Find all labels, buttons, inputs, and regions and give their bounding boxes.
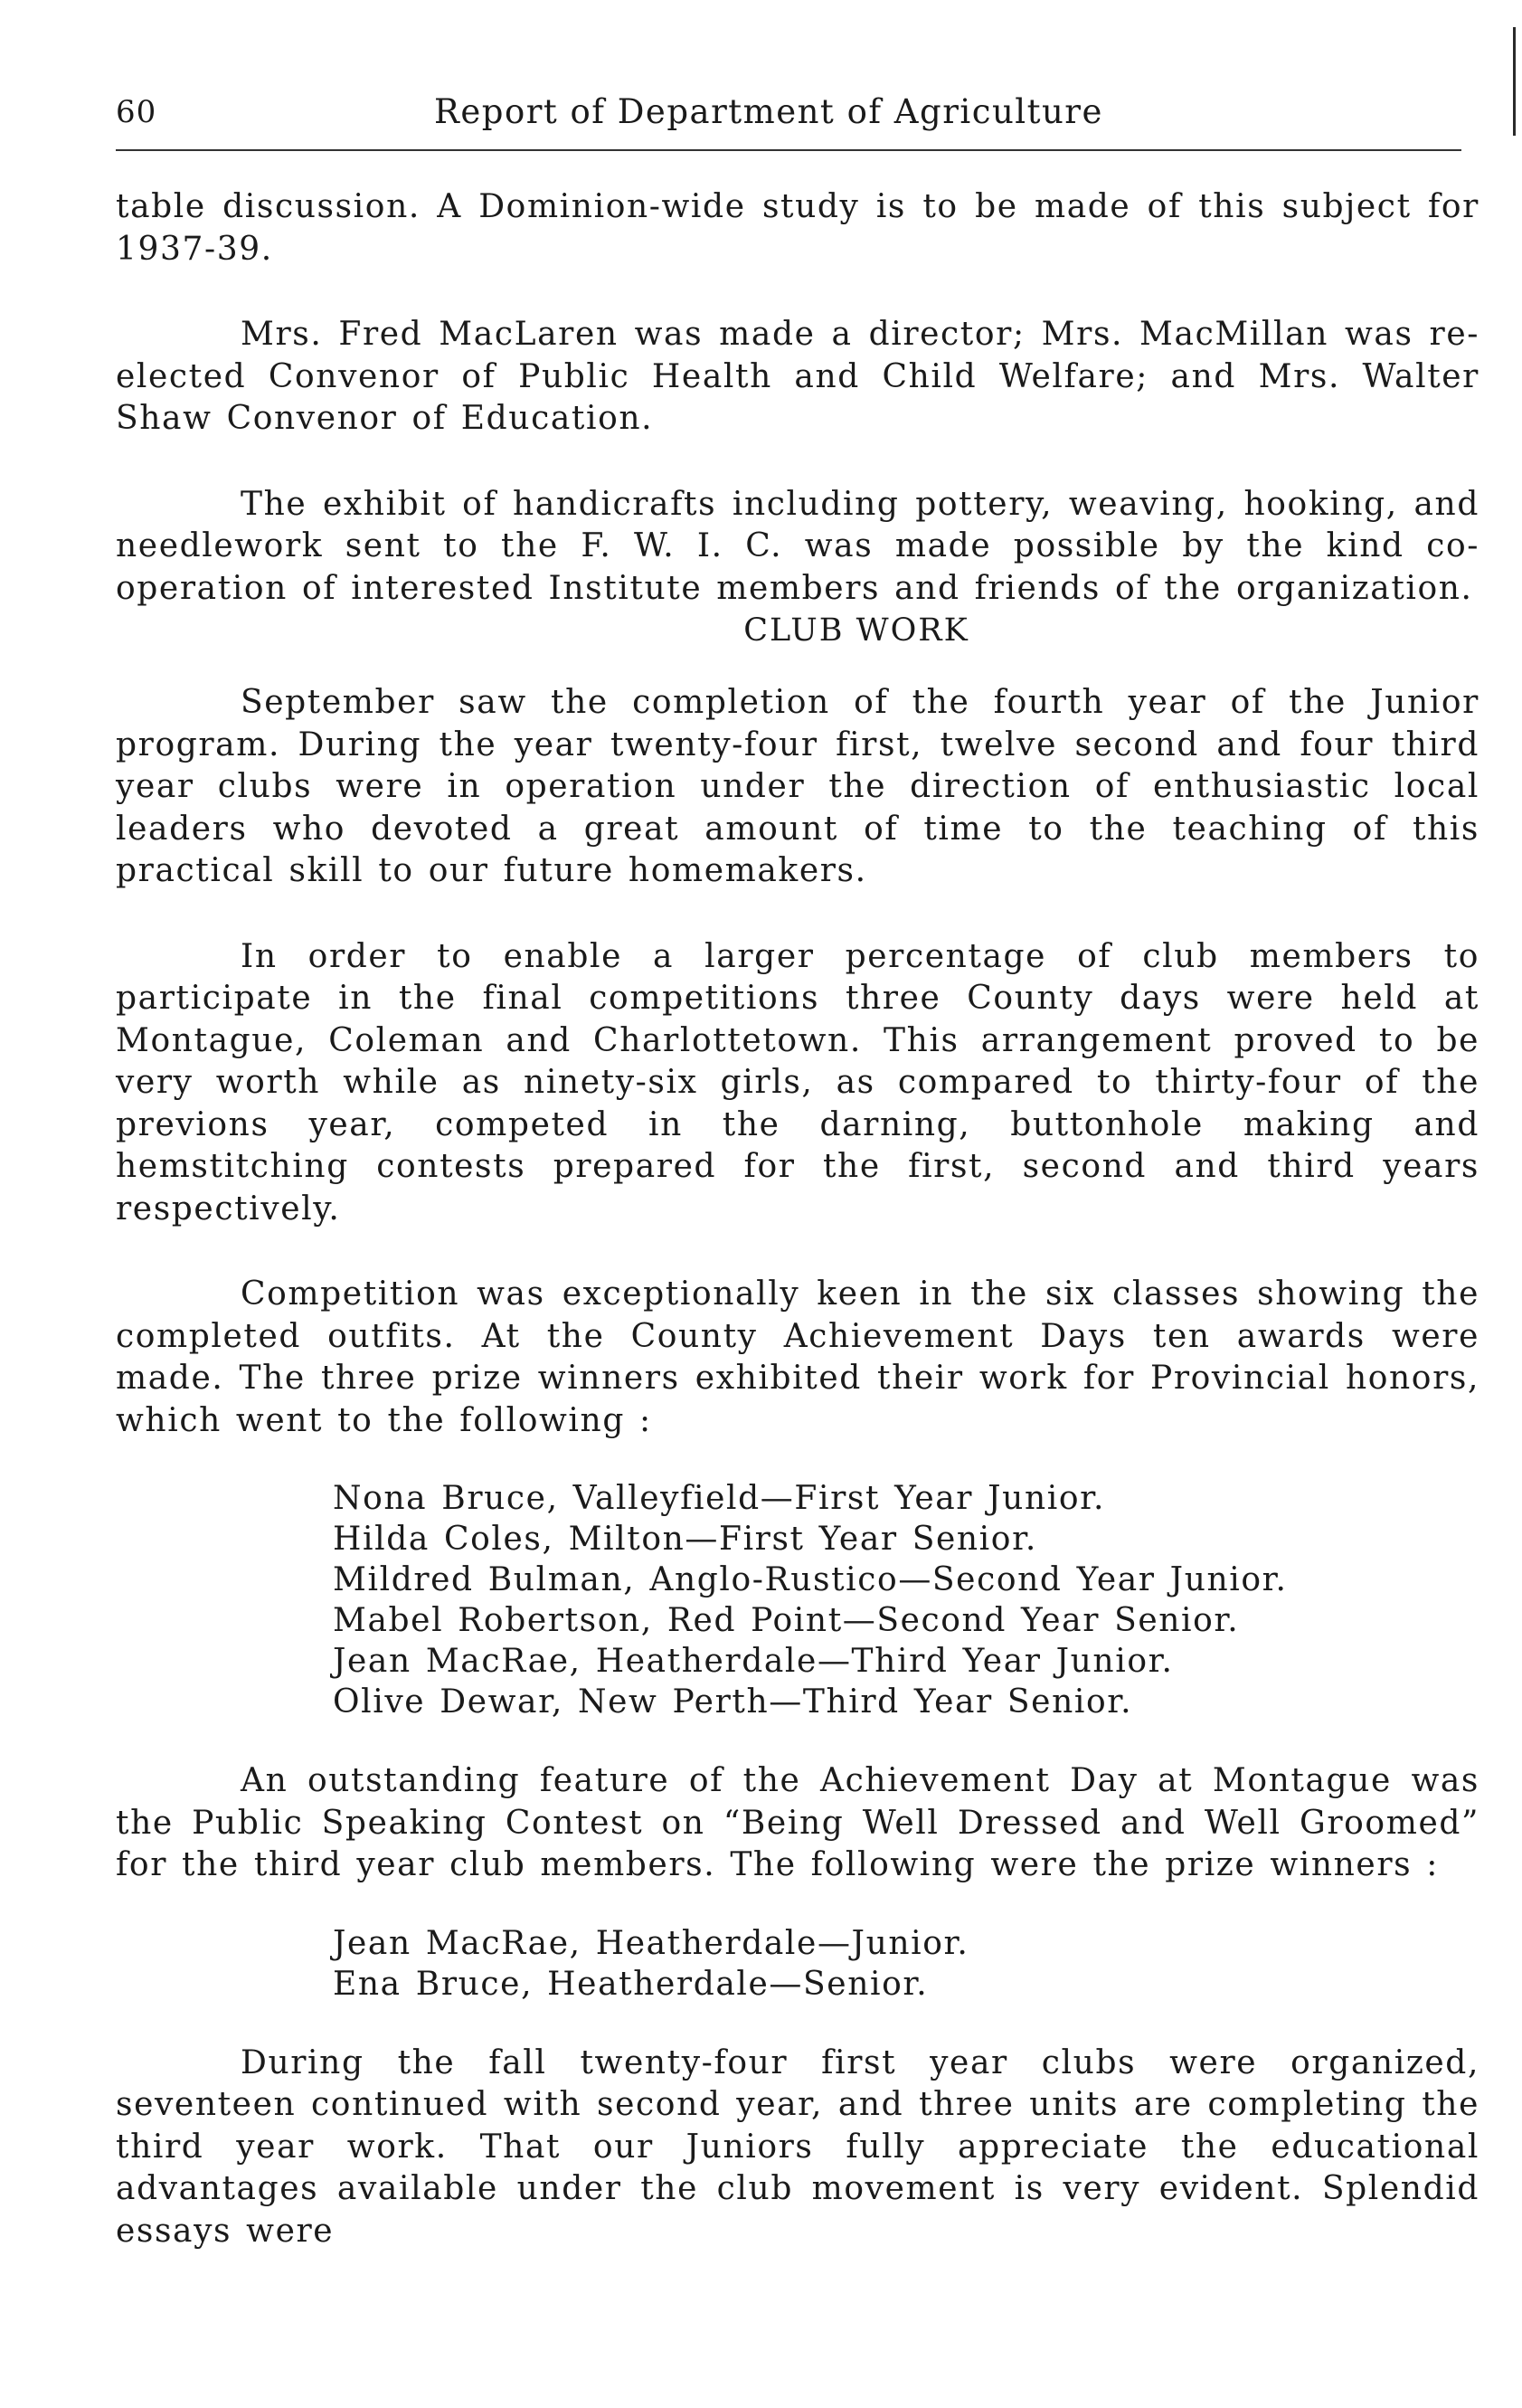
- paragraph-fall-clubs: During the fall twenty-four first year clubs were organized, seventeen continued with second year, and three units are completing the third year work. That our Juniors fully appreciate the educational advantages available under the club movement is very evident. Splendid essays were: [116, 2043, 1479, 2250]
- paragraph-table-discussion: table discussion. A Dominion-wide study is to be made of this subject for 1937-39.: [116, 188, 1479, 268]
- list-item: Ena Bruce, Heatherdale—Senior.: [333, 1965, 929, 2003]
- paragraph-handicrafts-exhibit: The exhibit of handicrafts including pottery, weaving, hooking, and needlework sent to the F. W. I. C. was made possible by the kind co-operation of interested Institute members and friends of the organization.: [116, 485, 1479, 607]
- list-item: Jean MacRae, Heatherdale—Third Year Junior.: [333, 1643, 1174, 1680]
- header-rule: [116, 149, 1461, 151]
- paragraph-junior-program: September saw the completion of the fourth year of the Junior program. During the year twenty-four first, twelve second and four third year clubs were in operation under the direction of enthusiastic local leaders who devoted a great amount of time to the teaching of this practical skill to our future homemakers.: [116, 684, 1479, 889]
- list-item: Nona Bruce, Valleyfield—First Year Junior.: [333, 1480, 1106, 1517]
- paragraph-public-speaking: An outstanding feature of the Achievement Day at Montague was the Public Speaking Contest on “Being Well Dressed and Well Groomed” for the third year club members. The following were the prize winners :: [116, 1762, 1479, 1883]
- page-header: [116, 89, 1454, 143]
- page-number: 60: [116, 94, 157, 130]
- speaking-winners-list: [333, 1923, 1479, 2005]
- list-item: Jean MacRae, Heatherdale—Junior.: [333, 1924, 969, 1962]
- paragraph-officers: Mrs. Fred MacLaren was made a director; Mrs. MacMillan was re-elected Convenor of Public Health and Child Welfare; and Mrs. Walter Shaw Convenor of Education.: [116, 316, 1479, 437]
- list-item: Hilda Coles, Milton—First Year Senior.: [333, 1521, 1037, 1558]
- list-item: Mildred Bulman, Anglo-Rustico—Second Year Junior.: [333, 1561, 1288, 1598]
- paragraph-competition: Competition was exceptionally keen in the six classes showing the completed outfits. At the County Achievement Days ten awards were made. The three prize winners exhibited their work for Provincial honors, which went to the following :: [116, 1275, 1479, 1439]
- list-item: Olive Dewar, New Perth—Third Year Senior.: [333, 1683, 1133, 1721]
- provincial-winners-list: [333, 1478, 1479, 1722]
- body-text: [116, 186, 1479, 2296]
- list-item: Mabel Robertson, Red Point—Second Year Senior.: [333, 1602, 1240, 1639]
- section-heading-club-work: CLUB WORK: [743, 612, 969, 649]
- running-title: Report of Department of Agriculture: [434, 92, 1103, 131]
- paragraph-county-days: In order to enable a larger percentage of club members to participate in the final competitions three County days were held at Montague, Coleman and Charlottetown. This arrangement proved to be very worth while as ninety-six girls, as compared to thirty-four of the previons year, competed in the darning, buttonhole making and hemstitching contests prepared for the first, second and third years respectively.: [116, 937, 1479, 1228]
- page-edge-mark: [1513, 27, 1516, 136]
